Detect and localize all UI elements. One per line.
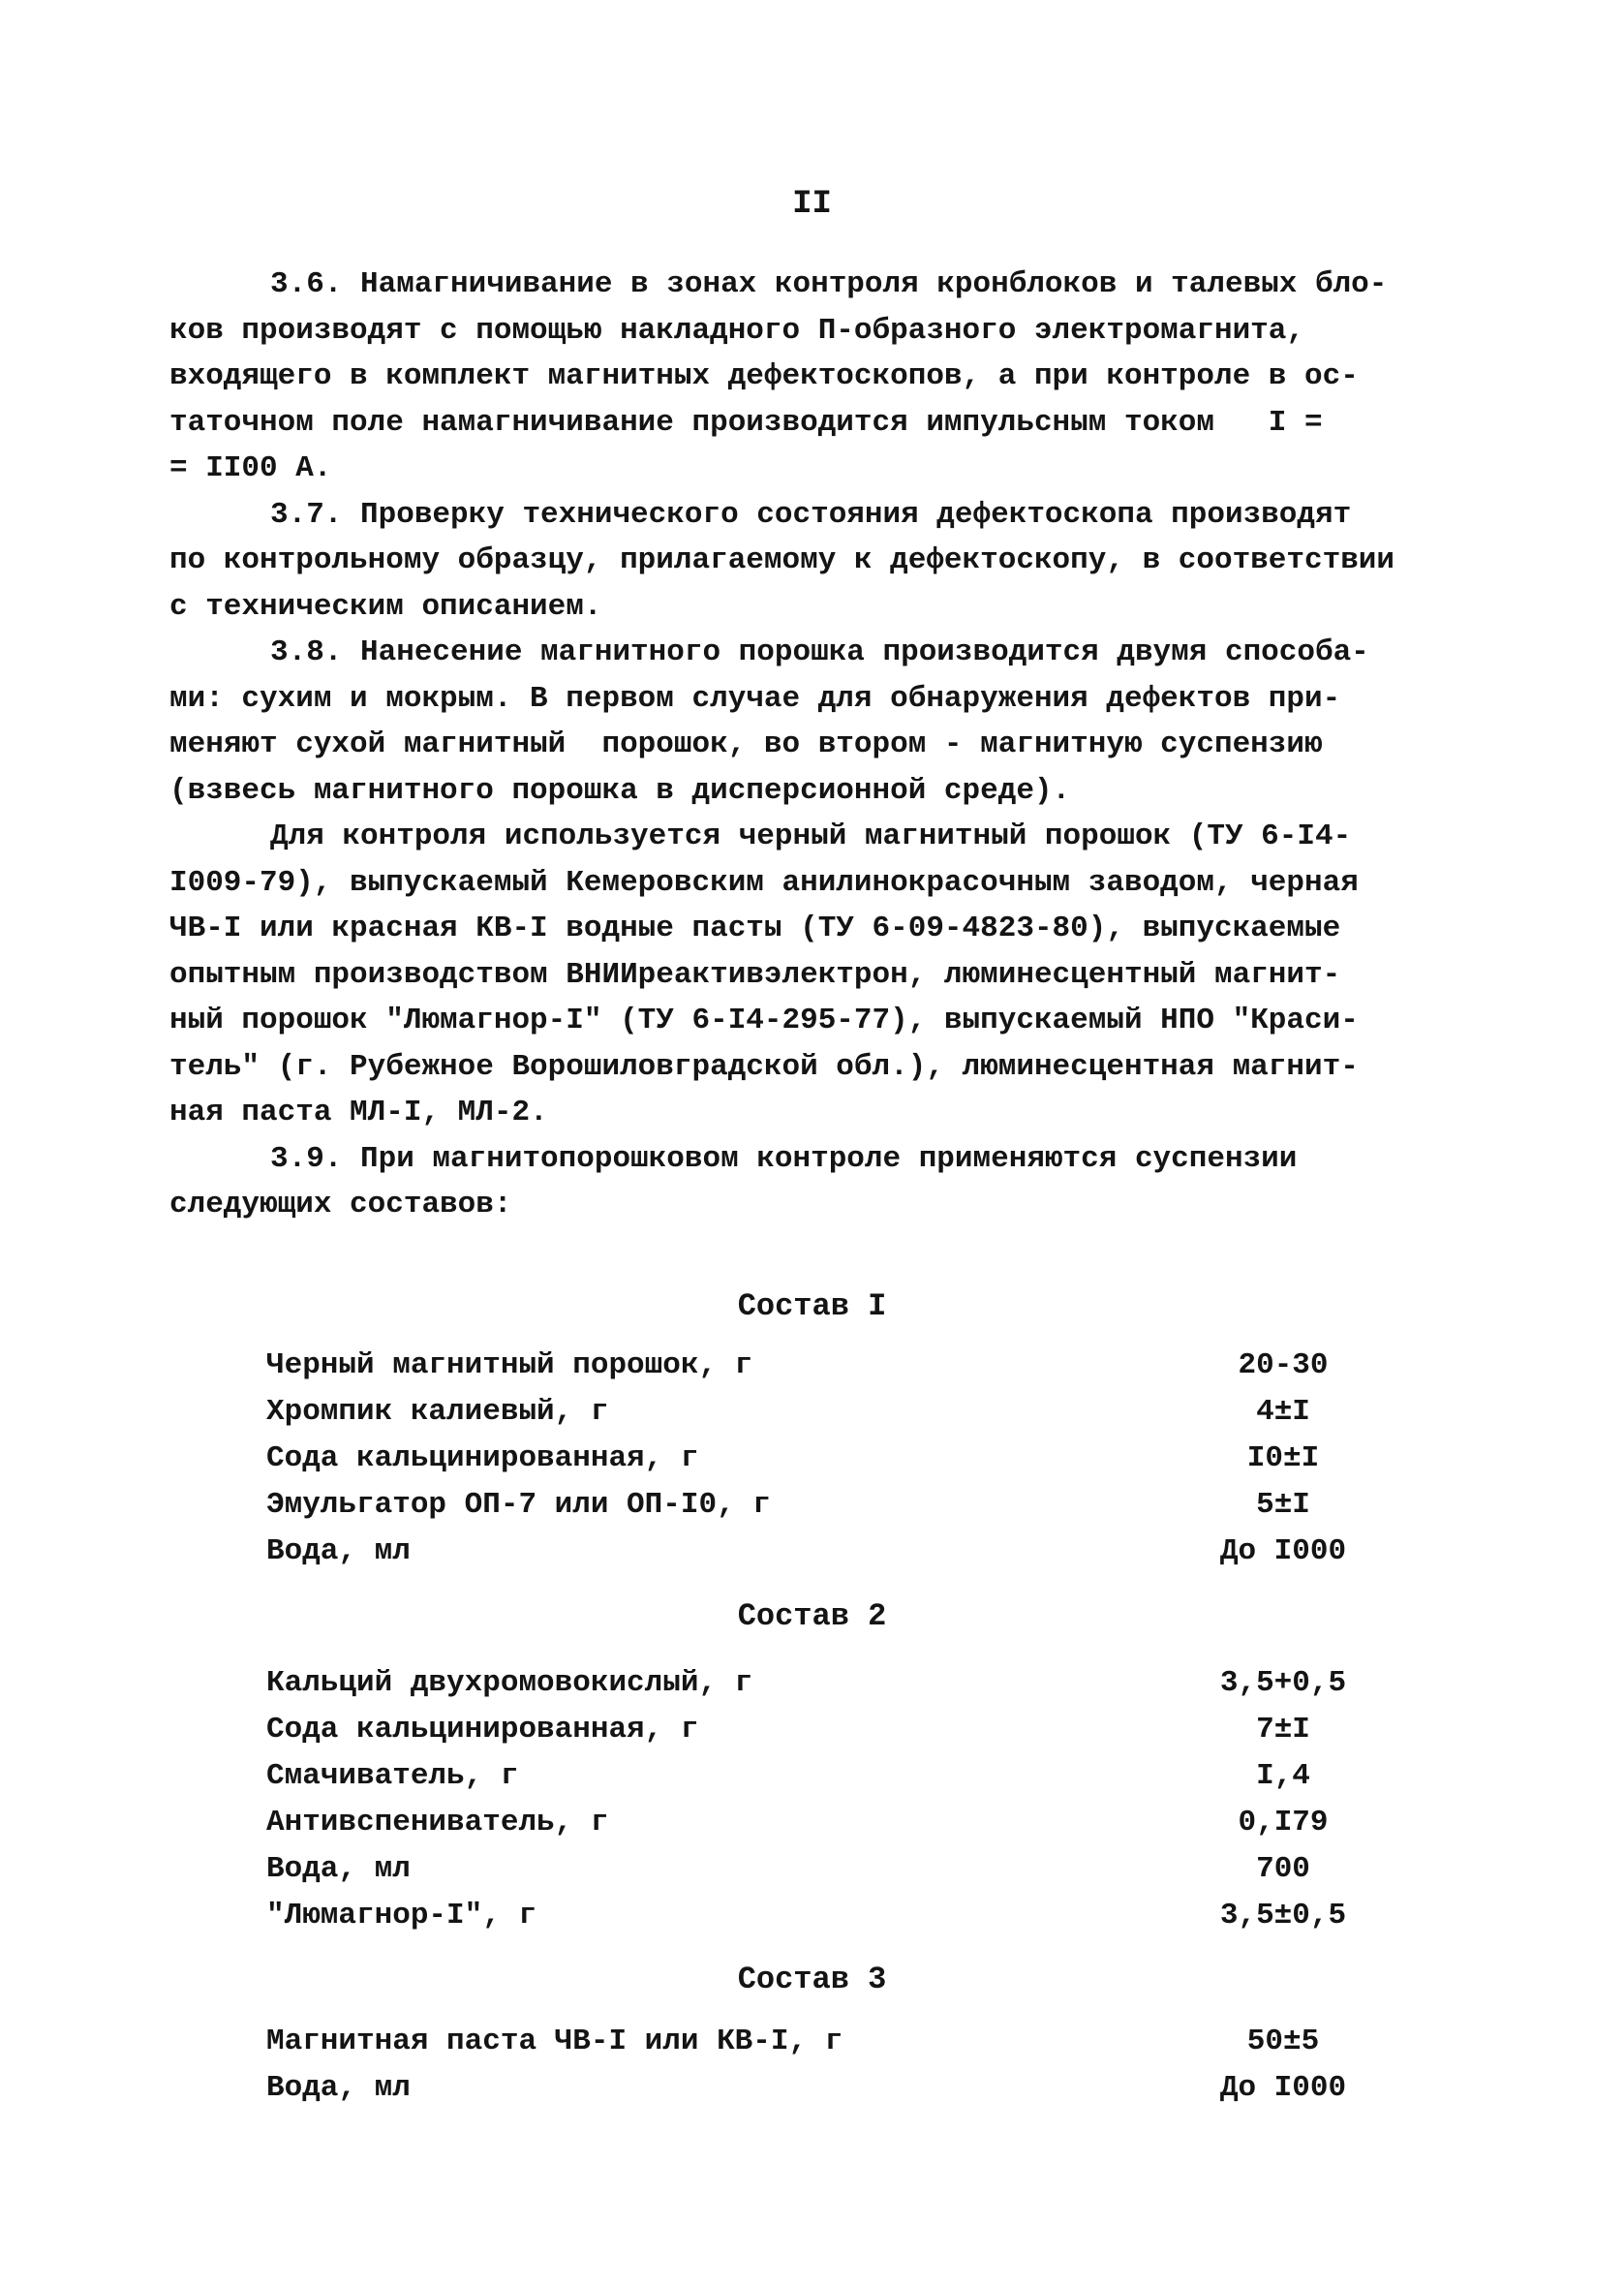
ingredient-name: Магнитная паста ЧВ-I или КВ-I, г xyxy=(266,2025,843,2058)
text-line: ная паста МЛ-I, МЛ-2. xyxy=(169,1096,548,1129)
ingredient-name: Кальций двухромовокислый, г xyxy=(266,1666,753,1700)
composition-row xyxy=(266,1759,1380,1806)
ingredient-amount: I,4 xyxy=(1256,1759,1310,1793)
paragraph-powders xyxy=(169,814,1506,1136)
composition-row xyxy=(266,1852,1380,1899)
text-line: тель" (г. Рубежное Ворошиловградской обл.), люминесцентная магнит- xyxy=(169,1049,1359,1084)
composition-row xyxy=(266,2071,1380,2118)
composition-row xyxy=(266,1395,1380,1441)
text-line: 3.7. Проверку технического состояния дефектоскопа производят xyxy=(270,497,1352,532)
ingredient-name: Антивспениватель, г xyxy=(266,1806,609,1840)
ingredient-amount: 4±I xyxy=(1256,1395,1310,1429)
composition-title: Состав I xyxy=(737,1288,887,1324)
composition-row xyxy=(266,1713,1380,1759)
text-line: 3.6. Намагничивание в зонах контроля кронблоков и талевых бло- xyxy=(270,267,1388,301)
composition-row xyxy=(266,1899,1380,1945)
composition-title: Состав 2 xyxy=(737,1598,887,1634)
composition-row xyxy=(266,2025,1380,2071)
text-line: опытным производством ВНИИреактивэлектрон, люминесцентный магнит- xyxy=(169,957,1341,992)
text-line: входящего в комплект магнитных дефектоскопов, а при контроле в ос- xyxy=(169,359,1359,393)
text-line: 3.8. Нанесение магнитного порошка производится двумя способа- xyxy=(270,635,1369,669)
text-line: следующих составов: xyxy=(169,1188,512,1221)
composition-row xyxy=(266,1534,1380,1581)
text-line: ми: сухим и мокрым. В первом случае для обнаружения дефектов при- xyxy=(169,681,1341,716)
ingredient-amount: 50±5 xyxy=(1246,2025,1320,2058)
ingredient-amount: До I000 xyxy=(1219,1534,1347,1568)
ingredient-amount: 20-30 xyxy=(1238,1348,1329,1382)
body-text xyxy=(169,262,1506,1228)
text-line: по контрольному образцу, прилагаемому к дефектоскопу, в соответствии xyxy=(169,543,1395,577)
text-line: (взвесь магнитного порошка в дисперсионной среде). xyxy=(169,773,1071,808)
ingredient-amount: 3,5±0,5 xyxy=(1219,1899,1347,1932)
paragraph-3-9 xyxy=(169,1136,1506,1228)
ingredient-amount: 7±I xyxy=(1256,1713,1310,1747)
ingredient-amount: 700 xyxy=(1256,1852,1310,1886)
text-line: ЧВ-I или красная КВ-I водные пасты (ТУ 6-09-4823-80), выпускаемые xyxy=(169,912,1341,945)
ingredient-name: Вода, мл xyxy=(266,1534,411,1568)
ingredient-name: Вода, мл xyxy=(266,1852,411,1886)
ingredient-name: Хромпик калиевый, г xyxy=(266,1395,609,1429)
ingredient-name: Вода, мл xyxy=(266,2071,411,2105)
composition-row xyxy=(266,1488,1380,1534)
page-number: II xyxy=(792,186,832,223)
composition-title: Состав 3 xyxy=(737,1962,887,1997)
text-line: = II00 А. xyxy=(169,451,332,485)
ingredient-name: Сода кальцинированная, г xyxy=(266,1441,699,1475)
paragraph-3-8 xyxy=(169,630,1506,814)
paragraph-3-7 xyxy=(169,492,1506,631)
text-line: таточном поле намагничивание производится импульсным током I = xyxy=(169,405,1323,440)
text-line: меняют сухой магнитный порошок, во втором - магнитную суспензию xyxy=(169,727,1323,761)
composition-row xyxy=(266,1666,1380,1713)
text-line: ный порошок "Люмагнор-I" (ТУ 6-I4-295-77), выпускаемый НПО "Краси- xyxy=(169,1004,1359,1037)
ingredient-name: Смачиватель, г xyxy=(266,1759,519,1793)
composition-row xyxy=(266,1441,1380,1488)
ingredient-name: "Люмагнор-I", г xyxy=(266,1899,537,1932)
composition-row xyxy=(266,1806,1380,1852)
ingredient-amount: 5±I xyxy=(1256,1488,1310,1522)
composition-row xyxy=(266,1348,1380,1395)
paragraph-3-6 xyxy=(169,262,1506,492)
text-line: 3.9. При магнитопорошковом контроле применяются суспензии xyxy=(270,1141,1298,1176)
ingredient-amount: 0,I79 xyxy=(1238,1806,1329,1840)
text-line: Для контроля используется черный магнитный порошок (ТУ 6-I4- xyxy=(270,819,1352,853)
ingredient-name: Сода кальцинированная, г xyxy=(266,1713,699,1747)
ingredient-name: Эмульгатор ОП-7 или ОП-I0, г xyxy=(266,1488,771,1522)
ingredient-amount: I0±I xyxy=(1246,1441,1320,1475)
ingredient-amount: До I000 xyxy=(1219,2071,1347,2105)
ingredient-amount: 3,5+0,5 xyxy=(1219,1666,1347,1700)
text-line: ков производят с помощью накладного П-образного электромагнита, xyxy=(169,313,1304,348)
text-line: I009-79), выпускаемый Кемеровским анилинокрасочным заводом, черная xyxy=(169,865,1359,900)
ingredient-name: Черный магнитный порошок, г xyxy=(266,1348,753,1382)
text-line: с техническим описанием. xyxy=(169,589,602,624)
